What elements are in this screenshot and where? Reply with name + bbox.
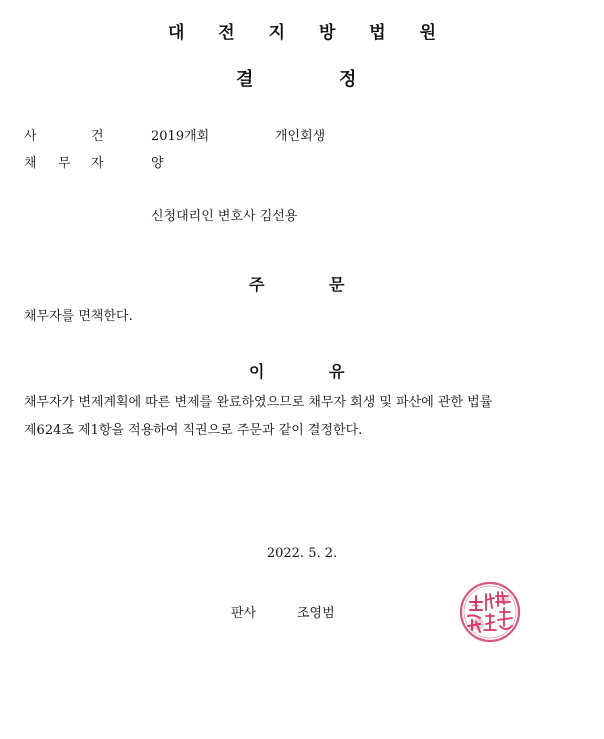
reason-heading-char-2: 유 — [329, 362, 345, 381]
reason-text-line-1: 채무자가 변제계획에 따른 변제를 완료하였으므로 채무자 회생 및 파산에 관한 법률 — [24, 395, 493, 410]
debtor-label-char-3: 자 — [91, 156, 104, 171]
case-label-char-1: 사 — [24, 129, 37, 144]
case-name: 개인회생 — [275, 129, 326, 144]
court-name: 대 전 지 방 법 원 — [167, 23, 451, 43]
order-text: 채무자를 면책한다. — [24, 309, 133, 324]
document-type-char-1: 결 — [236, 69, 254, 90]
judge-title: 판사 — [231, 606, 257, 621]
order-heading-char-2: 문 — [329, 275, 345, 294]
reason-heading-char-1: 이 — [249, 362, 265, 381]
debtor-name: 양 — [151, 156, 164, 171]
case-label-char-2: 건 — [91, 129, 104, 144]
reason-text-line-2: 제624조 제1항을 적용하여 직권으로 주문과 같이 결정한다. — [24, 423, 363, 438]
case-number: 2019개회 — [151, 129, 210, 144]
judge-name: 조영범 — [297, 606, 335, 621]
debtor-label-char-1: 채 — [24, 156, 37, 171]
judge-seal-stamp — [458, 580, 522, 644]
applicant-agent: 신청대리인 변호사 김선용 — [151, 209, 298, 224]
document-type-char-2: 정 — [339, 69, 357, 90]
order-heading-char-1: 주 — [249, 275, 265, 294]
debtor-label-char-2: 무 — [58, 156, 71, 171]
decision-date: 2022. 5. 2. — [266, 546, 338, 561]
